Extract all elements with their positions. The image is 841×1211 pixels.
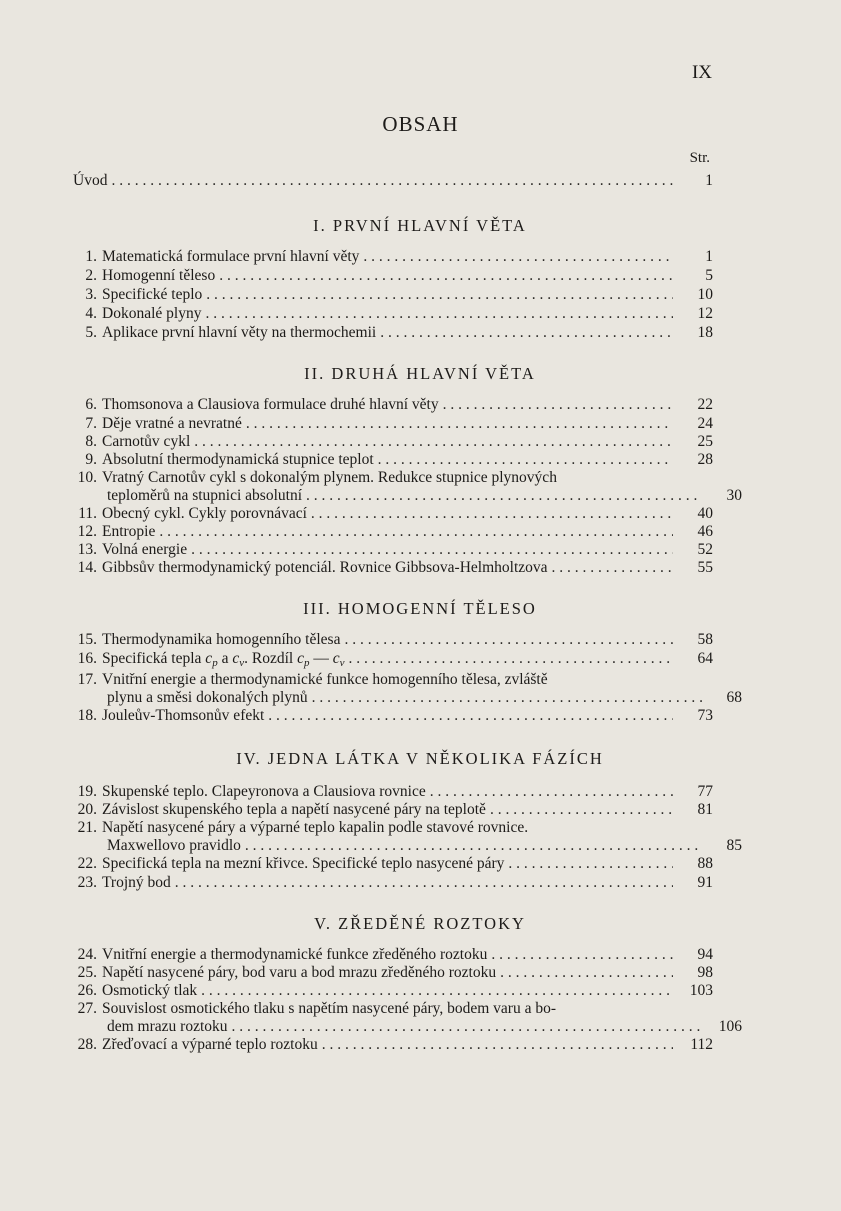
subscript-p: p: [303, 657, 310, 669]
chapter-heading: IV. JEDNA LÁTKA V NĚKOLIKA FÁZÍCH: [236, 749, 604, 768]
entry-title: Napětí nasycené páry, bod varu a bod mrazu zředěného roztoku: [102, 964, 497, 981]
dot-leader: [363, 247, 673, 267]
subscript-p: p: [212, 657, 218, 669]
toc-entry[interactable]: [73, 649, 713, 670]
entry-title: Dokonalé plyny: [102, 305, 202, 322]
dot-leader: [159, 522, 673, 542]
entry-title: Zřeďovací a výparné teplo roztoku: [102, 1036, 318, 1053]
entry-title: Matematická formulace první hlavní věty: [102, 248, 360, 265]
entry-title: Vratný Carnotův cykl s dokonalým plynem. Redukce stupnice plynových: [102, 469, 557, 486]
toc-entry[interactable]: [73, 963, 713, 983]
entry-title: Specifické teplo: [102, 286, 203, 303]
toc-entry-continuation[interactable]: [73, 836, 742, 856]
page-title: OBSAH: [382, 112, 459, 136]
dot-leader: [443, 395, 673, 415]
toc-entry[interactable]: [73, 818, 713, 838]
entry-title: Vnitřní energie a thermodynamické funkce homogenního tělesa, zvláště: [102, 671, 548, 688]
entry-number: 16.: [77, 650, 97, 667]
entry-title: [102, 649, 345, 670]
entry-number: 10.: [77, 469, 97, 486]
dot-leader: [111, 171, 673, 191]
toc-entry[interactable]: [73, 522, 713, 542]
entry-title: Úvod: [73, 172, 108, 189]
entry-page: 46: [697, 523, 713, 540]
dot-leader: [306, 486, 702, 506]
entry-number: 4.: [85, 305, 97, 322]
entry-title: Entropie: [102, 523, 156, 540]
toc-entry[interactable]: [73, 247, 713, 267]
entry-page: 55: [697, 559, 713, 576]
dot-leader: [490, 800, 673, 820]
entry-page: 52: [697, 541, 713, 558]
entry-page: 88: [697, 855, 713, 872]
entry-title: Aplikace první hlavní věty na thermochemii: [102, 324, 377, 341]
page-number: IX: [691, 62, 712, 83]
entry-title: Thermodynamika homogenního tělesa: [102, 631, 341, 648]
entry-title: Carnotův cykl: [102, 433, 191, 450]
entry-title-continued: dem mrazu roztoku: [107, 1018, 228, 1035]
dot-leader: [552, 558, 673, 578]
toc-entry[interactable]: [73, 854, 713, 874]
toc-entry[interactable]: [73, 800, 713, 820]
entry-number: 26.: [77, 982, 97, 999]
toc-entry[interactable]: [73, 266, 713, 286]
symbol-c: c: [205, 650, 213, 667]
entry-number: 14.: [77, 559, 97, 576]
entry-number: 19.: [77, 783, 97, 800]
entry-number: 21.: [77, 819, 97, 836]
dot-leader: [268, 706, 673, 726]
toc-entry[interactable]: [73, 395, 713, 415]
entry-number: 9.: [85, 451, 97, 468]
entry-number: 3.: [85, 286, 97, 303]
entry-page: 81: [697, 801, 713, 818]
entry-title-continued: teploměrů na stupnici absolutní: [107, 487, 303, 504]
entry-page: 91: [697, 874, 713, 891]
toc-entry[interactable]: [73, 706, 713, 726]
entry-title: Absolutní thermodynamická stupnice teplot: [102, 451, 374, 468]
entry-page: 64: [697, 650, 713, 667]
text-part: a: [221, 650, 229, 667]
entry-page: 103: [689, 982, 713, 999]
entry-page: 30: [726, 487, 742, 504]
entry-title: Volná energie: [102, 541, 188, 558]
entry-page: 1: [705, 248, 713, 265]
entry-number: 5.: [85, 324, 97, 341]
entry-title: Napětí nasycené páry a výparné teplo kapalin podle stavové rovnice.: [102, 819, 529, 836]
toc-entry[interactable]: [73, 504, 713, 524]
entry-number: 28.: [77, 1036, 97, 1053]
entry-title: Gibbsův thermodynamický potenciál. Rovnice Gibbsova-Helmholtzova: [102, 559, 548, 576]
subscript-v: v: [339, 657, 345, 669]
toc-entry[interactable]: [73, 1035, 713, 1055]
dot-leader: [508, 854, 673, 874]
entry-title-continued: plynu a směsi dokonalých plynů: [107, 689, 308, 706]
dot-leader: [191, 540, 673, 560]
entry-number: 18.: [77, 707, 97, 724]
entry-number: 23.: [77, 874, 97, 891]
entry-title-continued: Maxwellovo pravidlo: [107, 837, 241, 854]
chapter-heading: III. HOMOGENNÍ TĚLESO: [303, 599, 537, 618]
chapter-heading: V. ZŘEDĚNÉ ROZTOKY: [314, 914, 526, 933]
entry-number: 13.: [77, 541, 97, 558]
entry-number: 2.: [85, 267, 97, 284]
text-part: Specifická tepla: [102, 650, 202, 667]
entry-page: 28: [697, 451, 713, 468]
dot-leader: [201, 981, 673, 1001]
chapter-heading: II. DRUHÁ HLAVNÍ VĚTA: [304, 364, 536, 383]
symbol-c: c: [297, 650, 304, 667]
entry-title: Skupenské teplo. Clapeyronova a Clausiova rovnice: [102, 783, 426, 800]
entry-page: 5: [705, 267, 713, 284]
entry-title: Homogenní těleso: [102, 267, 216, 284]
symbol-c: c: [232, 650, 240, 667]
entry-title: Thomsonova a Clausiova formulace druhé hlavní věty: [102, 396, 439, 413]
entry-title: Vnitřní energie a thermodynamické funkce zředěného roztoku: [102, 946, 488, 963]
toc-entry[interactable]: [73, 285, 713, 305]
toc-entry[interactable]: [73, 782, 713, 802]
entry-title: Souvislost osmotického tlaku s napětím nasycené páry, bodem varu a bo-: [102, 1000, 556, 1017]
dot-leader: [206, 285, 673, 305]
dot-leader: [378, 450, 673, 470]
dot-leader: [194, 432, 673, 452]
toc-entry[interactable]: [73, 304, 713, 324]
entry-page: 22: [697, 396, 713, 413]
dot-leader: [380, 323, 673, 343]
entry-page: 106: [718, 1018, 742, 1035]
toc-entry-continuation[interactable]: [73, 688, 742, 708]
entry-title: Jouleův-Thomsonův efekt: [102, 707, 265, 724]
entry-number: 15.: [77, 631, 97, 648]
entry-page: 12: [697, 305, 713, 322]
entry-number: 25.: [77, 964, 97, 981]
toc-entry-intro[interactable]: [73, 171, 713, 191]
dot-leader: [500, 963, 673, 983]
text-part: —: [313, 650, 329, 667]
entry-page: 73: [697, 707, 713, 724]
dot-leader: [232, 1017, 702, 1037]
entry-number: 17.: [77, 671, 97, 688]
entry-page: 85: [726, 837, 742, 854]
entry-number: 6.: [85, 396, 97, 413]
entry-number: 11.: [78, 505, 97, 522]
chapter-heading: I. PRVNÍ HLAVNÍ VĚTA: [313, 216, 527, 235]
toc-entry[interactable]: [73, 630, 713, 650]
entry-number: 22.: [77, 855, 97, 872]
entry-title: Trojný bod: [102, 874, 171, 891]
toc-entry[interactable]: [73, 414, 713, 434]
entry-page: 1: [705, 172, 713, 189]
toc-entry[interactable]: [73, 981, 713, 1001]
entry-page: 98: [697, 964, 713, 981]
entry-page: 40: [697, 505, 713, 522]
entry-title: Závislost skupenského tepla a napětí nasycené páry na teplotě: [102, 801, 486, 818]
toc-entry[interactable]: [73, 873, 713, 893]
entry-page: 24: [697, 415, 713, 432]
subscript-v: v: [239, 657, 245, 669]
entry-title: Děje vratné a nevratné: [102, 415, 242, 432]
dot-leader: [311, 504, 673, 524]
dot-leader: [491, 945, 673, 965]
dot-leader: [430, 782, 673, 802]
entry-number: 27.: [77, 1000, 97, 1017]
toc-entry[interactable]: [73, 323, 713, 343]
entry-number: 8.: [85, 433, 97, 450]
entry-page: 77: [697, 783, 713, 800]
toc-entry[interactable]: [73, 558, 713, 578]
symbol-c: c: [332, 650, 340, 667]
dot-leader: [349, 649, 674, 669]
entry-title: Obecný cykl. Cykly porovnávací: [102, 505, 307, 522]
toc-entry[interactable]: [73, 540, 713, 560]
entry-page: 112: [690, 1036, 713, 1053]
entry-title: Specifická tepla na mezní křivce. Specifické teplo nasycené páry: [102, 855, 505, 872]
dot-leader: [245, 836, 702, 856]
toc-entry[interactable]: [73, 468, 713, 488]
entry-number: 20.: [77, 801, 97, 818]
entry-number: 7.: [85, 415, 97, 432]
dot-leader: [322, 1035, 673, 1055]
dot-leader: [175, 873, 673, 893]
entry-number: 12.: [77, 523, 97, 540]
entry-number: 1.: [85, 248, 97, 265]
entry-page: 25: [697, 433, 713, 450]
toc-entry[interactable]: [73, 999, 713, 1019]
dot-leader: [205, 304, 673, 324]
text-part: . Rozdíl: [244, 650, 294, 667]
toc-entry[interactable]: [73, 450, 713, 470]
page-column-label: Str.: [689, 150, 710, 166]
dot-leader: [312, 688, 702, 708]
toc-entry[interactable]: [73, 432, 713, 452]
dot-leader: [246, 414, 673, 434]
entry-title: Osmotický tlak: [102, 982, 198, 999]
dot-leader: [219, 266, 673, 286]
dot-leader: [344, 630, 673, 650]
toc-entry-continuation[interactable]: [73, 1017, 742, 1037]
entry-page: 68: [726, 689, 742, 706]
entry-number: 24.: [77, 946, 97, 963]
entry-page: 10: [697, 286, 713, 303]
toc-entry[interactable]: [73, 945, 713, 965]
entry-page: 18: [697, 324, 713, 341]
toc-entry[interactable]: [73, 670, 713, 690]
entry-page: 58: [697, 631, 713, 648]
entry-page: 94: [697, 946, 713, 963]
toc-entry-continuation[interactable]: [73, 486, 742, 506]
